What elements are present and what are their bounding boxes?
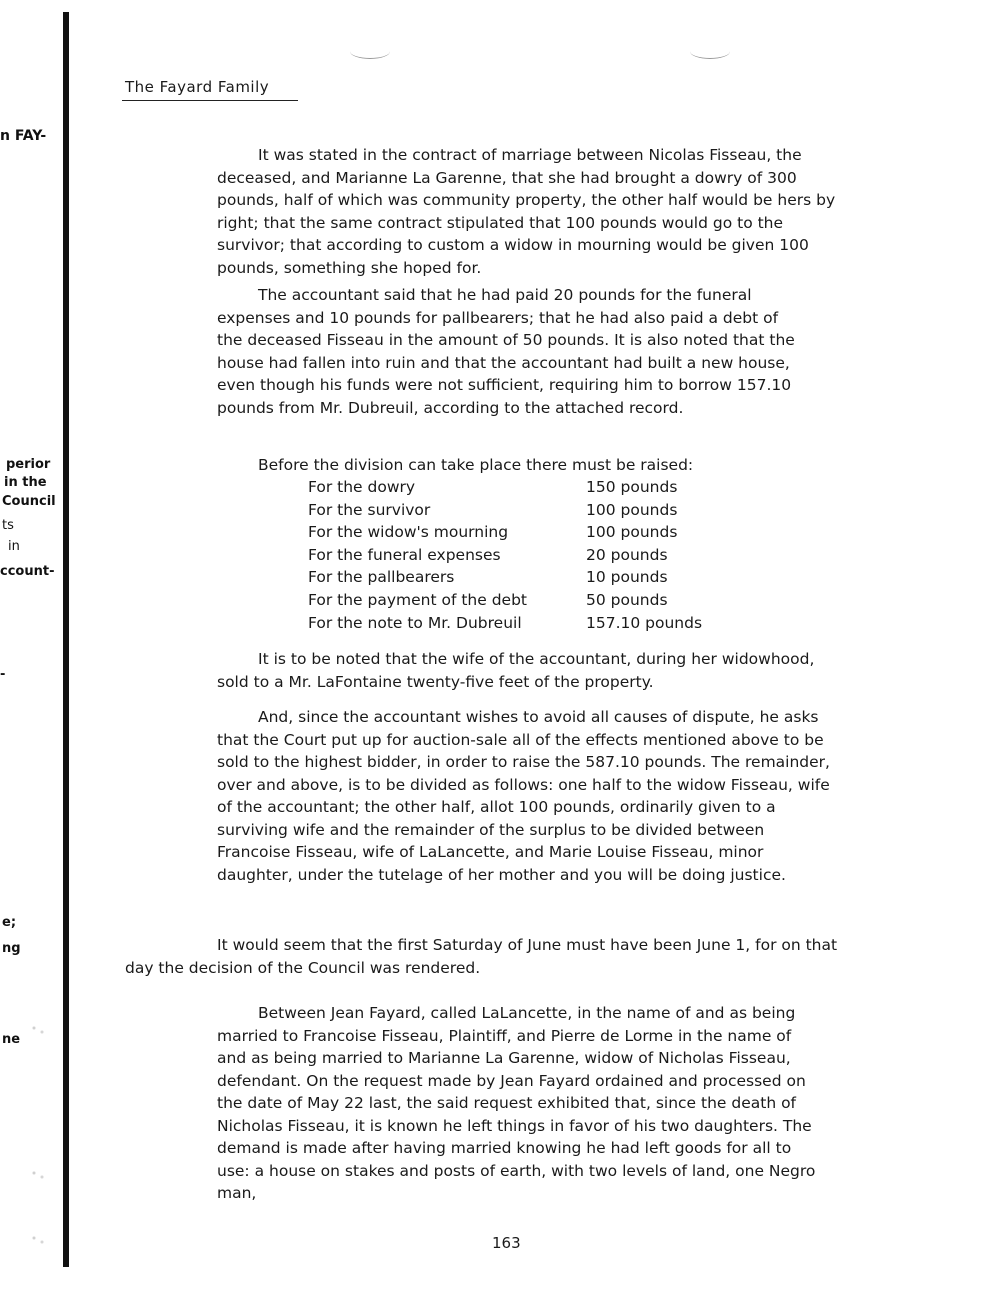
ledger-row — [308, 544, 702, 567]
margin-note: n FAY- — [0, 128, 47, 144]
scan-speckle — [28, 1020, 48, 1040]
ledger-item: For the widow's mourning — [308, 523, 509, 542]
paragraph — [217, 706, 837, 886]
page-title: The Fayard Family — [125, 78, 270, 96]
paragraph-text: It is to be noted that the wife of the accountant, during her widowhood, sold to a Mr. LaFontaine twenty-five feet of the property. — [217, 650, 815, 691]
paragraph-text: It was stated in the contract of marriage between Nicolas Fisseau, the deceased, and Marianne La Garenne, that she had brought a dowry of 300 pounds, half of which was community property, the other half would be hers by right; that the same contract stipulated that 100 pounds would go to the survivor; that according to custom a widow in mourning would be given 100 pounds, something she hoped for. — [217, 146, 836, 277]
ledger-intro — [217, 454, 857, 477]
paragraph — [217, 648, 842, 693]
margin-note: in — [8, 539, 20, 554]
page-number: 163 — [492, 1234, 521, 1252]
ledger-amount: 10 pounds — [586, 568, 668, 587]
punch-hole-mark — [690, 44, 730, 59]
paragraph — [217, 1002, 817, 1205]
ledger-table — [308, 476, 702, 634]
paragraph — [217, 284, 807, 419]
ledger-item: For the survivor — [308, 500, 431, 519]
margin-note: ts — [2, 518, 14, 533]
paragraph-text: And, since the accountant wishes to avoid all causes of dispute, he asks that the Court put up for auction-sale all of the effects mentioned above to be sold to the highest bidder, in order to raise the 587.10 pounds. The remainder, over and above, is to be divided as follows: one half to the widow Fisseau, wife of the accountant; the other half, allot 100 pounds, ordinarily given to a surviving wife and the remainder of the surplus to be divided between Francoise Fisseau, wife of LaLancette, and Marie Louise Fisseau, minor daughter, under the tutelage of her mother and you will be doing justice. — [217, 708, 830, 884]
margin-note: ccount- — [0, 564, 55, 579]
margin-note: in the — [4, 475, 47, 490]
scan-speckle — [28, 1165, 48, 1185]
margin-note: Council — [2, 494, 56, 509]
ledger-row — [308, 566, 702, 589]
ledger-item: For the note to Mr. Dubreuil — [308, 613, 522, 632]
ledger-amount: 20 pounds — [586, 545, 668, 564]
paragraph-text-span: It would seem that the first Saturday of June must have been June 1, for on that day the decision of the Council was rendered. — [125, 936, 838, 977]
paragraph — [217, 144, 847, 279]
paragraph-text — [125, 934, 860, 979]
paragraph-text: Between Jean Fayard, called LaLancette, in the name of and as being married to Francoise Fisseau, Plaintiff, and Pierre de Lorme in the name of and as being married to Marianne La Garenne, widow of Nicholas Fisseau, defendant. On the request made by Jean Fayard ordained and processed on the date of May 22 last, the said request exhibited that, since the death of Nicholas Fisseau, it is known he left things in favor of his two daughters. The demand is made after having married knowing he had left goods for all to use: a house on stakes and posts of earth, with two levels of land, one Negro man, — [217, 1004, 816, 1202]
ledger-row — [308, 499, 702, 522]
ledger-amount: 150 pounds — [586, 478, 678, 496]
ledger-row — [308, 476, 702, 499]
ledger-amount: 100 pounds — [586, 523, 678, 542]
margin-note: ne — [2, 1032, 21, 1047]
margin-note: ng — [2, 941, 21, 956]
punch-hole-mark — [350, 44, 390, 59]
paragraph-text: The accountant said that he had paid 20 pounds for the funeral expenses and 10 pounds for pallbearers; that he had also paid a debt of the deceased Fisseau in the amount of 50 pounds. It is also noted that the house had fallen into ruin and that the accountant had built a new house, even though his funds were not sufficient, requiring him to borrow 157.10 pounds from Mr. Dubreuil, according to the attached record. — [217, 286, 795, 417]
margin-note: - — [0, 667, 6, 682]
ledger-row — [308, 589, 702, 612]
ledger-amount: 100 pounds — [586, 500, 678, 519]
ledger-amount: 157.10 pounds — [586, 613, 703, 632]
ledger-row — [308, 521, 702, 544]
ledger-row — [308, 612, 702, 635]
margin-note: e; — [2, 915, 17, 930]
paragraph-text: Before the division can take place there must be raised: — [258, 456, 694, 474]
margin-note: perior — [6, 457, 51, 472]
ledger-item: For the dowry — [308, 478, 416, 496]
ledger-amount: 50 pounds — [586, 590, 668, 609]
ledger-item: For the pallbearers — [308, 568, 455, 587]
ledger-item: For the payment of the debt — [308, 590, 528, 609]
scan-speckle — [28, 1230, 48, 1250]
paragraph — [125, 934, 860, 979]
ledger-item: For the funeral expenses — [308, 545, 501, 564]
binding-edge — [63, 12, 69, 1267]
title-underline — [122, 100, 298, 101]
